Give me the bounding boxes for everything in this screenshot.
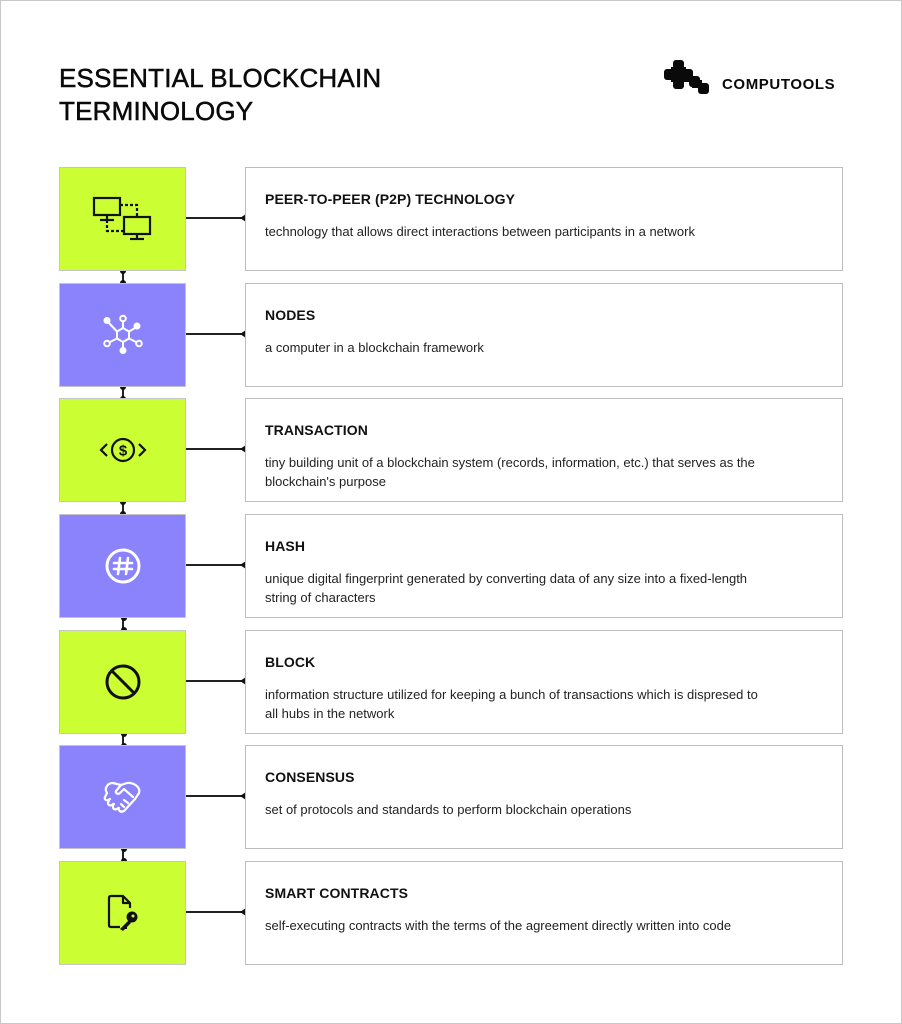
term-title: BLOCK	[265, 654, 316, 670]
term-description: tiny building unit of a blockchain system (records, information, etc.) that serves as the blockchain's purpose	[265, 455, 755, 489]
connector-arrow	[186, 217, 245, 219]
term-row-p2p	[59, 167, 844, 271]
term-description: technology that allows direct interactions between participants in a network	[265, 224, 695, 239]
connector-arrow	[186, 448, 245, 450]
term-row-consensus	[59, 745, 844, 849]
term-row-hash	[59, 514, 844, 618]
document-key-icon	[103, 893, 143, 933]
icon-box	[59, 283, 186, 387]
term-card	[245, 398, 843, 502]
connector-arrow	[186, 911, 245, 913]
icon-box	[59, 630, 186, 734]
term-card	[245, 630, 843, 734]
brand-name: COMPUTOOLS	[722, 75, 836, 93]
term-title: SMART CONTRACTS	[265, 885, 409, 901]
term-card	[245, 514, 843, 618]
network-nodes-icon	[101, 313, 145, 357]
dollar-exchange-icon	[99, 433, 147, 467]
title-line-1: ESSENTIAL BLOCKCHAIN	[59, 63, 382, 93]
connector-arrow	[186, 333, 245, 335]
term-title: HASH	[265, 538, 306, 554]
hash-icon	[103, 546, 143, 586]
term-card	[245, 745, 843, 849]
term-title: NODES	[265, 307, 316, 323]
icon-box	[59, 514, 186, 618]
term-title: TRANSACTION	[265, 422, 368, 438]
handshake-icon	[101, 779, 145, 815]
page-title	[59, 62, 381, 128]
term-title: CONSENSUS	[265, 769, 355, 785]
icon-box	[59, 167, 186, 271]
term-card	[245, 861, 843, 965]
term-description: a computer in a blockchain framework	[265, 340, 484, 355]
term-row-nodes	[59, 283, 844, 387]
term-description: unique digital fingerprint generated by converting data of any size into a fixed-length string of characters	[265, 571, 748, 605]
connector-arrow	[186, 680, 245, 682]
title-line-2: TERMINOLOGY	[59, 96, 254, 126]
term-description: self-executing contracts with the terms of the agreement directly written into code	[265, 918, 732, 933]
brand-logo	[664, 60, 835, 96]
connector-arrow	[186, 795, 245, 797]
p2p-monitors-icon	[88, 194, 158, 244]
icon-box	[59, 398, 186, 502]
computools-logo-icon	[664, 60, 710, 96]
connector-arrow	[186, 564, 245, 566]
block-prohibited-icon	[103, 662, 143, 702]
icon-box	[59, 745, 186, 849]
term-description: set of protocols and standards to perform blockchain operations	[265, 802, 632, 817]
svg-text:$: $	[118, 442, 127, 460]
term-title: PEER-TO-PEER (P2P) TECHNOLOGY	[265, 191, 516, 207]
term-row-block	[59, 630, 844, 734]
term-card	[245, 283, 843, 387]
term-description: information structure utilized for keeping a bunch of transactions which is dispresed to all hubs in the network	[265, 687, 758, 721]
term-row-smart-contracts	[59, 861, 844, 965]
icon-box	[59, 861, 186, 965]
term-card	[245, 167, 843, 271]
term-row-transaction	[59, 398, 844, 502]
